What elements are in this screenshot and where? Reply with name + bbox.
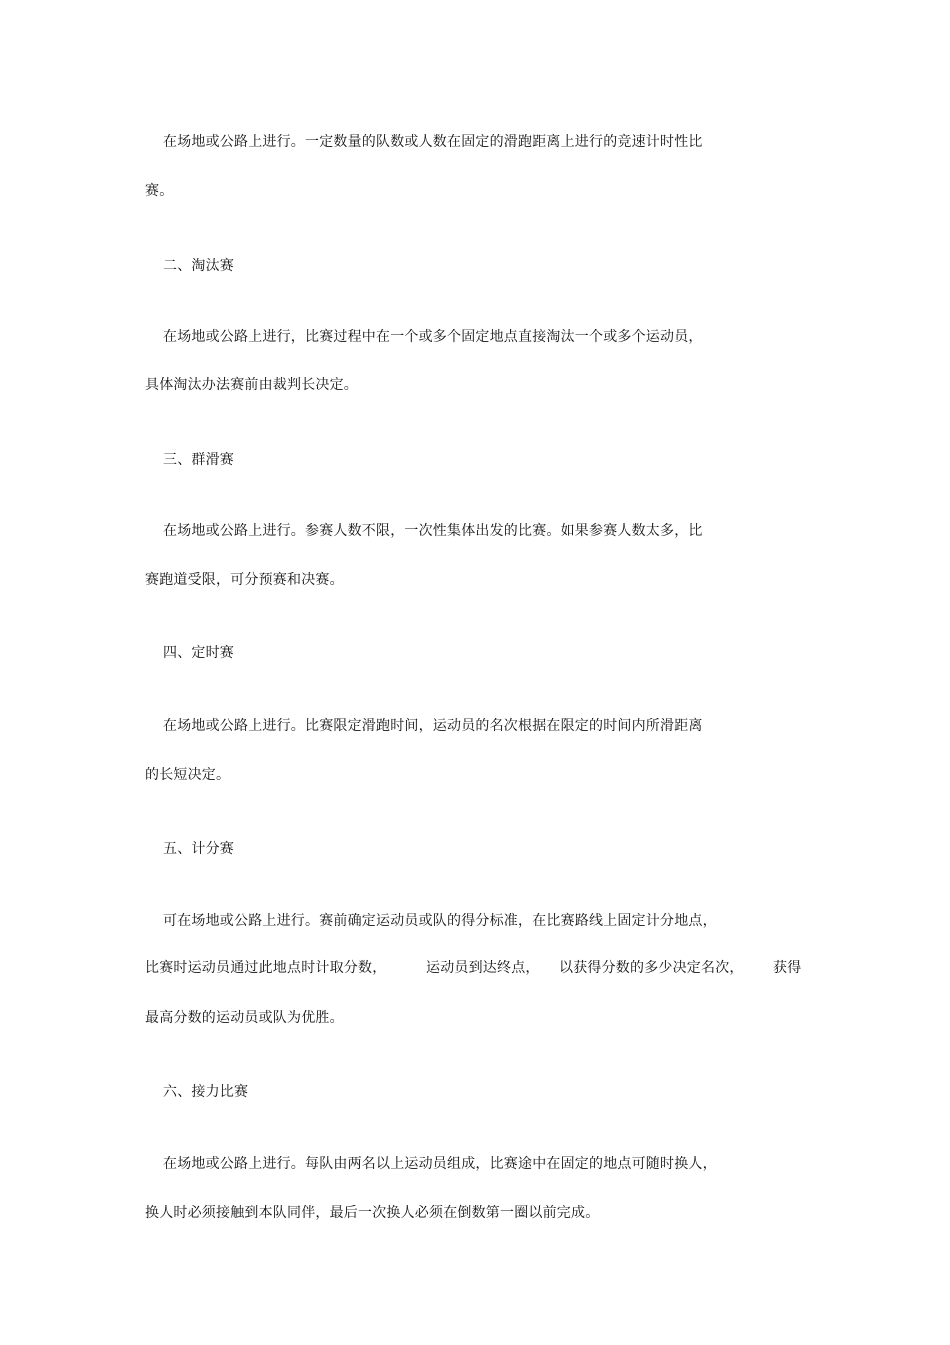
paragraph-line: 赛跑道受限，可分预赛和决赛。 [145, 572, 344, 588]
paragraph-line: 可在场地或公路上进行。赛前确定运动员或队的得分标准，在比赛路线上固定计分地点， [163, 913, 717, 929]
section-heading-elimination: 二、淘汰赛 [163, 258, 234, 274]
paragraph-line-segment: 以获得分数的多少决定名次， [559, 960, 744, 976]
paragraph-line: 在场地或公路上进行。一定数量的队数或人数在固定的滑跑距离上进行的竞速计时性比 [163, 134, 703, 150]
paragraph-line: 在场地或公路上进行。参赛人数不限，一次性集体出发的比赛。如果参赛人数太多，比 [163, 523, 703, 539]
section-heading-relay-race: 六、接力比赛 [163, 1084, 249, 1100]
paragraph-line: 最高分数的运动员或队为优胜。 [145, 1010, 344, 1026]
paragraph-line: 在场地或公路上进行。比赛限定滑跑时间，运动员的名次根据在限定的时间内所滑距离 [163, 718, 703, 734]
paragraph-line: 的长短决定。 [145, 767, 231, 783]
section-heading-points-race: 五、计分赛 [163, 841, 234, 857]
paragraph-line-segment: 运动员到达终点， [426, 960, 540, 976]
paragraph-line-segment: 获得 [773, 960, 802, 976]
section-heading-timed-race: 四、定时赛 [163, 645, 234, 661]
paragraph-line: 换人时必须接触到本队同伴，最后一次换人必须在倒数第一圈以前完成。 [145, 1205, 600, 1221]
section-heading-group-race: 三、群滑赛 [163, 452, 234, 468]
paragraph-line: 在场地或公路上进行。每队由两名以上运动员组成，比赛途中在固定的地点可随时换人， [163, 1156, 717, 1172]
paragraph-line: 比赛时运动员通过此地点时计取分数， [145, 960, 387, 976]
paragraph-line: 在场地或公路上进行，比赛过程中在一个或多个固定地点直接淘汰一个或多个运动员， [163, 329, 703, 345]
paragraph-line: 具体淘汰办法赛前由裁判长决定。 [145, 377, 358, 393]
paragraph-line: 赛。 [145, 183, 174, 199]
